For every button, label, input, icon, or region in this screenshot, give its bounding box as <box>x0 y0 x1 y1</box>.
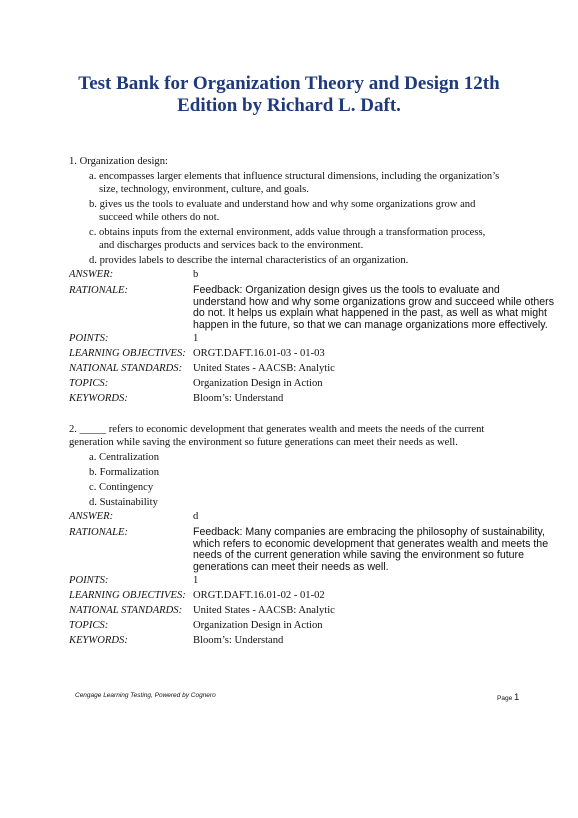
page-number-value: 1 <box>514 692 520 703</box>
q1-keywords-value: Bloom’s: Understand <box>193 393 284 404</box>
q2-national-standards-label: NATIONAL STANDARDS: <box>69 605 183 616</box>
q2-rationale-label: RATIONALE: <box>69 527 129 538</box>
page-title-line-2: Edition by Richard L. Daft. <box>177 95 401 116</box>
q1-keywords-label: KEYWORDS: <box>69 393 128 404</box>
question-1-option-d: d. provides labels to describe the internal characteristics of an organization. <box>89 255 409 266</box>
q1-points-label: POINTS: <box>69 333 109 344</box>
q2-national-standards-value: United States - AACSB: Analytic <box>193 605 335 616</box>
q2-answer-value: d <box>193 511 199 522</box>
question-2-option-d: d. Sustainability <box>89 497 158 508</box>
q2-topics-label: TOPICS: <box>69 620 109 631</box>
q2-learning-objectives-value: ORGT.DAFT.16.01-02 - 01-02 <box>193 590 325 601</box>
q2-points-label: POINTS: <box>69 575 109 586</box>
q1-learning-objectives-value: ORGT.DAFT.16.01-03 - 01-03 <box>193 348 325 359</box>
question-2-stem: 2. _____ refers to economic development that generates wealth and meets the needs of the current <box>69 424 485 435</box>
q1-answer-label: ANSWER: <box>69 269 114 280</box>
q2-keywords-value: Bloom’s: Understand <box>193 635 284 646</box>
q2-rationale-line-2: which refers to economic development that generates wealth and meets the <box>193 537 549 550</box>
q1-national-standards-value: United States - AACSB: Analytic <box>193 363 335 374</box>
page-label: Page <box>497 695 513 702</box>
q1-national-standards-label: NATIONAL STANDARDS: <box>69 363 183 374</box>
question-1-option-b: b. gives us the tools to evaluate and understand how and why some organizations grow and <box>89 199 476 210</box>
q2-keywords-label: KEYWORDS: <box>69 635 128 646</box>
question-1-stem: 1. Organization design: <box>69 156 168 167</box>
q1-rationale-line-4: happen in the future, so that we can manage organizations more effectively. <box>193 318 548 331</box>
question-2-option-b: b. Formalization <box>89 467 160 478</box>
q2-learning-objectives-label: LEARNING OBJECTIVES: <box>69 590 186 601</box>
q2-topics-value: Organization Design in Action <box>193 620 323 631</box>
q2-rationale-line-4: generations can meet their needs as well. <box>193 560 389 573</box>
question-1-option-a-cont: size, technology, environment, culture, and goals. <box>99 184 309 195</box>
question-1-option-a: a. encompasses larger elements that influence structural dimensions, including the organization’s <box>89 171 500 182</box>
question-2-stem-cont: generation while saving the environment so future generations can meet their needs as well. <box>69 437 458 448</box>
q1-learning-objectives-label: LEARNING OBJECTIVES: <box>69 348 186 359</box>
q1-rationale-line-2: understand how and why some organizations grow and succeed while others <box>193 295 554 308</box>
question-2-option-c: c. Contingency <box>89 482 154 493</box>
question-1-option-b-cont: succeed while others do not. <box>99 212 220 223</box>
footer-credit: Cengage Learning Testing, Powered by Cognero <box>75 692 216 699</box>
q1-answer-value: b <box>193 269 199 280</box>
q2-rationale-line-1: Feedback: Many companies are embracing the philosophy of sustainability, <box>193 526 545 538</box>
page-number <box>497 693 519 704</box>
question-2-option-a: a. Centralization <box>89 452 160 463</box>
q1-rationale-line-1: Feedback: Organization design gives us the tools to evaluate and <box>193 284 500 296</box>
q1-rationale-line-3: do not. It helps us explain what happened in the past, as well as what might <box>193 307 547 319</box>
q2-rationale-line-3: needs of the current generation while saving the environment so future <box>193 549 524 561</box>
q2-answer-label: ANSWER: <box>69 511 114 522</box>
q2-points-value: 1 <box>193 575 199 586</box>
question-1-option-c-cont: and discharges products and services back to the environment. <box>99 240 364 251</box>
q1-rationale-label: RATIONALE: <box>69 285 129 296</box>
q1-topics-label: TOPICS: <box>69 378 109 389</box>
q1-points-value: 1 <box>193 333 199 344</box>
q1-topics-value: Organization Design in Action <box>193 378 323 389</box>
page-title-line-1: Test Bank for Organization Theory and Design 12th <box>78 73 500 94</box>
question-1-option-c: c. obtains inputs from the external environment, adds value through a transformation process, <box>89 227 486 238</box>
